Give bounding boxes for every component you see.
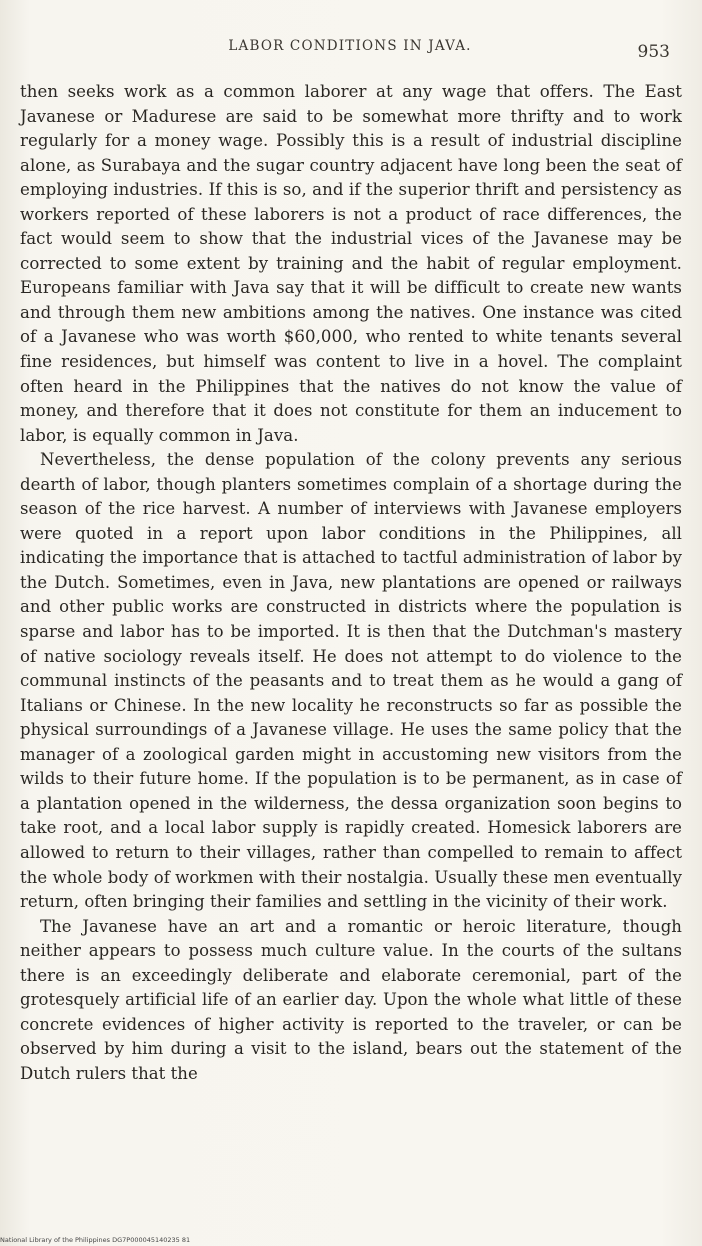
running-head — [60, 34, 670, 62]
running-title: LABOR CONDITIONS IN JAVA. — [228, 38, 472, 54]
paragraph-labor-supply: Nevertheless, the dense population of the colony prevents any serious dearth of labor, though planters sometimes complain of a shortage during the season of the rice harvest. A number of interviews with Javanese employers were quoted in a report upon labor conditions in the Philippines, all indicating the importance that is attached to tactful administration of labor by the Dutch. Sometimes, even in Java, new plantations are opened or railways and other public works are constructed in districts where the population is sparse and labor has to be imported. It is then that the Dutchman's mastery of native sociology reveals itself. He does not attempt to do violence to the communal instincts of the peasants and to treat them as he would a gang of Italians or Chinese. In the new locality he reconstructs so far as possible the physical surroundings of a Javanese village. He uses the same policy that the manager of a zoological garden might in accustoming new visitors from the wilds to their future home. If the population is to be permanent, as in case of a plantation opened in the wilderness, the dessa organization soon begins to take root, and a local labor supply is rapidly created. Homesick laborers are allowed to return to their villages, rather than compelled to remain to affect the whole body of workmen with their nostalgia. Usually these men eventually return, often bringing their families and settling in the vicinity of their work. — [20, 450, 682, 912]
page-number: 953 — [637, 42, 670, 62]
paragraph-javanese-art: The Javanese have an art and a romantic or heroic literature, though neither appears to possess much culture value. In the courts of the sultans there is an exceedingly deliberate and elaborate ceremonial, part of the grotesquely artificial life of an earlier day. Upon the whole what little of these concrete evidences of higher activity is reported to the traveler, or can be observed by him during a visit to the island, bears out the statement of the Dutch rulers that the — [20, 916, 682, 1083]
body-text — [20, 80, 682, 1086]
paragraph-labor-habits: then seeks work as a common laborer at any wage that offers. The East Javanese or Madurese are said to be somewhat more thrifty and to work regularly for a money wage. Possibly this is a result of industrial discipline alone, as Surabaya and the sugar country adjacent have long been the seat of employing industries. If this is so, and if the superior thrift and persistency as workers reported of these laborers is not a product of race differences, the fact would seem to show that the industrial vices of the Javanese may be corrected to some extent by training and the habit of regular employment. Europeans familiar with Java say that it will be difficult to create new wants and through them new ambitions among the natives. One instance was cited of a Javanese who was worth $60,000, who rented to white tenants several fine residences, but himself was content to live in a hovel. The complaint often heard in the Philippines that the natives do not know the value of money, and therefore that it does not constitute for them an inducement to labor, is equally common in Java. — [20, 82, 682, 445]
library-credit: National Library of the Philippines DG7P000045140235 81 — [0, 1236, 191, 1244]
